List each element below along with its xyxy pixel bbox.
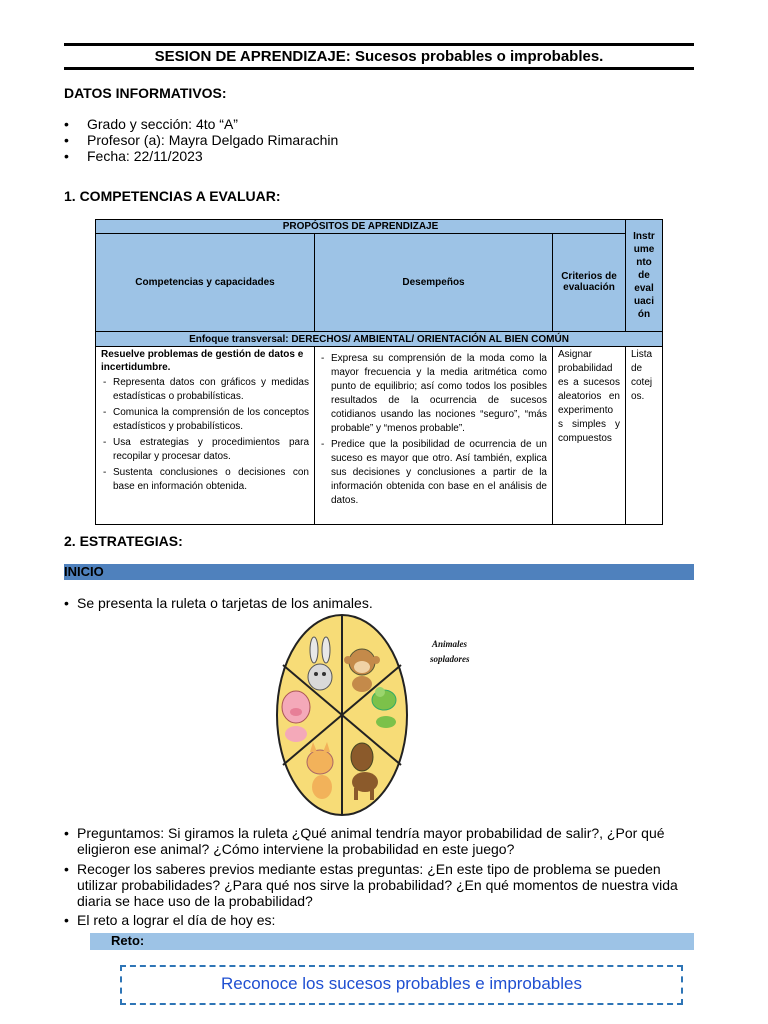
col-header-competencias: Competencias y capacidades [96,233,314,331]
grid-line [96,331,662,332]
capacidad-item: - Representa datos con gráficos y medidas estadísticas o probabilísticas. [101,376,309,404]
criterios-cell: Asignar probabilidad es a sucesos aleatorios en experimento s simples y compuestos [558,349,620,444]
competencias-heading: 1. COMPETENCIAS A EVALUAR: [64,188,281,204]
reto-label: Reto: [111,933,145,948]
col-header-desempenos: Desempeños [315,233,552,331]
desempenos-cell [319,350,547,508]
desempeno-item: - Predice que la posibilidad de ocurrencia de un suceso es mayor que otro. Así también, explica sus decisiones y conclusiones a partir de la información obtenida con base en el análisis de datos. [319,438,547,508]
competencia-title: Resuelve problemas de gestión de datos e incertidumbre. [101,349,304,373]
roulette-caption-2: sopladores [430,654,470,664]
bullet-dot-icon: • [64,825,69,841]
grid-line [552,346,553,524]
desempeno-item: - Expresa su comprensión de la moda como la mayor frecuencia y la media aritmética como punto de equilibrio; así como todos los posibles resultados de la ocurrencia de sucesos cotidianos usando las nociones “seguro”, “más probable” y “menos probable”. [319,352,547,436]
title-top-rule [64,43,694,46]
competencias-table [95,219,663,525]
grid-line [552,233,553,331]
capacidad-item: - Sustenta conclusiones o decisiones con base en información obtenida. [101,466,309,494]
reto-goal-box: Reconoce los sucesos probables e improbables [120,965,683,1005]
animal-roulette-icon [270,612,510,822]
roulette-caption-1: Animales [432,639,468,649]
bullet-dot-icon: • [64,861,69,877]
grid-line [96,346,662,347]
bullet-dot-icon: • [64,116,69,132]
enfoque-row: Enfoque transversal: DERECHOS/ AMBIENTAL/ ORIENTACIÓN AL BIEN COMÚN [96,332,662,346]
datos-heading: DATOS INFORMATIVOS: [64,85,227,101]
reto-bar [90,933,694,950]
col-header-instrumento: Instr ume nto de eval uaci ón [626,220,662,331]
capacidad-item: - Comunica la comprensión de los conceptos estadísticos y probabilísticos. [101,406,309,434]
bullet-dot-icon: • [64,148,69,164]
grid-line [625,346,626,524]
inicio-bar: INICIO [64,564,694,580]
bullet-dot-icon: • [64,595,69,611]
page-title [64,48,694,65]
capacidad-item: - Usa estrategias y procedimientos para recopilar y procesar datos. [101,436,309,464]
col-header-criterios: Criterios de evaluación [553,233,625,331]
title-bottom-rule [64,67,694,70]
bullet-dot-icon: • [64,132,69,148]
title-rest: Sucesos probables o improbables. [350,48,604,65]
competencias-cell [101,348,309,494]
estrategias-heading: 2. ESTRATEGIAS: [64,533,183,549]
title-bold: SESION DE APRENDIZAJE: [154,48,351,65]
grid-line [314,233,315,331]
bullet-dot-icon: • [64,912,69,928]
table-banner: PROPÓSITOS DE APRENDIZAJE [96,220,625,233]
grid-line [96,233,626,234]
instrumento-cell: Lista de cotej os. [631,349,653,402]
grid-line [314,346,315,524]
grid-line [625,220,626,331]
pig-icon [282,691,310,742]
